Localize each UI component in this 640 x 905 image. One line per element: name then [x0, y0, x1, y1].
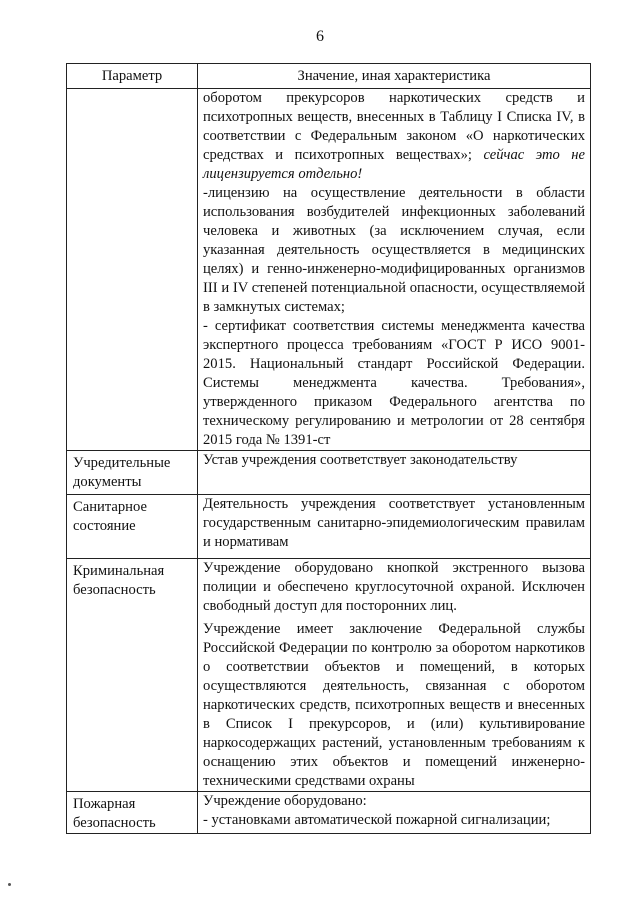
quality-certificate-text: - сертификат соответствия системы менеджмента качества экспертного процесса требованиям «ГОСТ Р ИСО 9001-2015. Национальный стандарт Российской Федерации. Системы менеджмента качества. Требования», утвержденного приказом Федерального агентства по техническому регулированию и метрологии от 28 сентября 2015 года № 1391-ст [203, 318, 585, 448]
value-cell [198, 495, 591, 559]
header-param: Параметр [67, 64, 198, 89]
param-cell: Криминальная безопасность [67, 559, 198, 792]
value-cell [198, 559, 591, 792]
licence-precursors-text: оборотом прекурсоров наркотических средств и психотропных веществ, внесенных в Таблицу I Списка IV, в соответствии с Федеральным законом «О наркотических средствах и психотропных веществах»; сейчас это не лицензируется отдельно! [203, 90, 586, 182]
param-cell: Санитарное состояние [67, 495, 198, 559]
value-cell [198, 89, 591, 451]
parameters-table [66, 63, 591, 834]
value-text: Устав учреждения соответствует законодательству [203, 452, 518, 468]
param-cell: Учредительные документы [67, 451, 198, 495]
scan-speck [8, 883, 11, 886]
value-text: Деятельность учреждения соответствует установленным государственным санитарно-эпидемиологическим правилам и нормативам [203, 496, 585, 550]
table-header-row [67, 64, 591, 89]
value-cell [198, 792, 591, 834]
param-cell: Пожарная безопасность [67, 792, 198, 834]
table-row-continuation [67, 89, 591, 451]
table-row-founding-documents [67, 451, 591, 495]
page-number: 6 [316, 28, 324, 45]
param-cell [67, 89, 198, 451]
value-text: Учреждение оборудовано кнопкой экстренного вызова полиции и обеспечено круглосуточной охраной. Исключен свободный доступ для посторонних лиц. [203, 560, 585, 614]
value-cell [198, 451, 591, 495]
value-text: Учреждение оборудовано: [203, 793, 367, 809]
value-text: Учреждение имеет заключение Федеральной службы Российской Федерации по контролю за оборотом наркотиков о соответствии объектов и помещений, в которых осуществляются деятельность, связанная с оборотом наркотических средств, психотропных веществ и внесенных в Список I прекурсоров, и (или) культивирование наркосодержащих растений, установленным требованиям к оснащению этих объектов и помещений инженерно-техническими средствами охраны [203, 621, 585, 789]
value-text: - установками автоматической пожарной сигнализации; [203, 812, 551, 828]
table-row-criminal-safety [67, 559, 591, 792]
licence-note-italic: сейчас это не лицензируется отдельно! [203, 147, 586, 182]
licence-pathogens-text: -лицензию на осуществление деятельности в области использования возбудителей инфекционных заболеваний человека и животных (за исключением случая, если указанная деятельность осуществляется в медицинских целях) и генно-инженерно-модифицированных организмов III и IV степеней потенциальной опасности, осуществляемой в замкнутых системах; [203, 185, 585, 315]
table-row-sanitary-state [67, 495, 591, 559]
header-value: Значение, иная характеристика [198, 64, 591, 89]
table-row-fire-safety [67, 792, 591, 834]
